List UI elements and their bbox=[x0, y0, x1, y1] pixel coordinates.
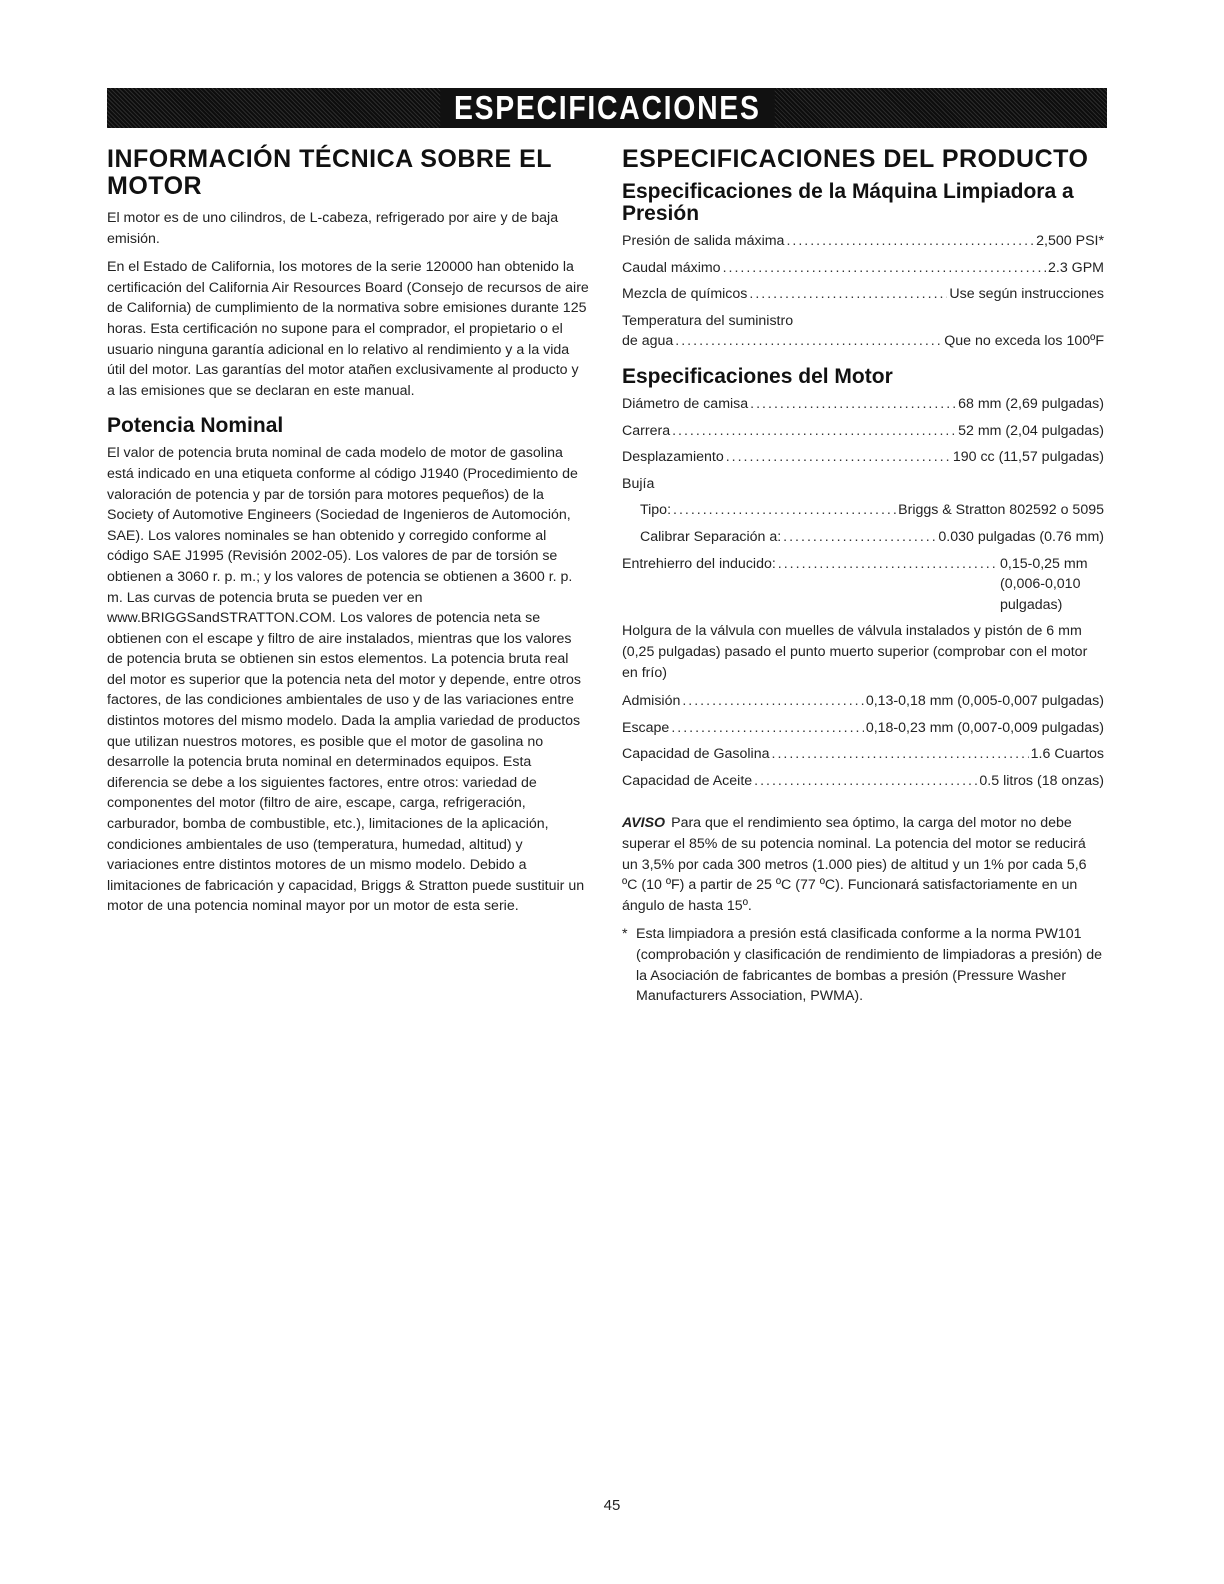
spec-label: Escape bbox=[622, 719, 670, 736]
potencia-nominal-heading: Potencia Nominal bbox=[107, 414, 284, 438]
spec-label: Tipo: bbox=[640, 502, 672, 519]
footnote bbox=[622, 924, 1104, 1006]
aviso-label: AVISO bbox=[622, 815, 666, 832]
spec-label: Entrehierro del inducido: bbox=[622, 555, 776, 572]
spec-value: 2,500 PSI* bbox=[1036, 233, 1104, 249]
machine-specs-heading: Especificaciones de la Máquina Limpiadora a Presión bbox=[622, 180, 1074, 225]
dot-leader bbox=[673, 500, 896, 521]
dot-leader bbox=[672, 421, 956, 442]
spec-label: Carrera bbox=[622, 422, 671, 439]
banner-title: ESPECIFICACIONES bbox=[440, 88, 774, 128]
temp-label-line1: Temperatura del suministro bbox=[622, 312, 794, 329]
spec-label: Capacidad de Gasolina bbox=[622, 746, 770, 763]
spec-row bbox=[622, 258, 1104, 279]
spec-label: Admisión bbox=[622, 693, 681, 710]
footnote-mark: * bbox=[622, 926, 628, 943]
potencia-nominal-paragraph: El valor de potencia bruta nominal de cada modelo de motor de gasolina está indicado en una etiqueta conforme al código J1940 (Procedimiento de valoración de potencia y par de torsión para motores pequeños) de la Society of Automotive Engineers (Sociedad de Ingenieros de Automoción, SAE). Los valores nominales se han obtenido y corregido conforme al código SAE J1995 (Revisión 2002-05). Los valores de par de torsión se obtienen a 3060 r. p. m.; y los valores de potencia se obtienen a 3600 r. p. m. Las curvas de potencia bruta se pueden ver en www.BRIGGSandSTRATTON.COM. Los valores de potencia neta se obtienen con el escape y filtro de aire instalados, mientras que los valores de potencia bruta se obtienen sin estos elementos. La potencia bruta real del motor es superior que la potencia neta del motor y depende, entre otros factores, de las condiciones ambientales de uso y de las variaciones entre distintos motores del mismo modelo. Dada la amplia variedad de productos que utilizan nuestros motores, es posible que el motor de gasolina no desarrolle la potencia bruta nominal en determinados equipos. Esta diferencia se debe a los siguientes factores, entre otros: variedad de componentes del motor (filtro de aire, escape, carga, refrigeración, carburador, bomba de combustible, etc.), limitaciones de la aplicación, condiciones ambientales de uso (temperatura, humedad, altitud) y variaciones entre distintos motores de un mismo modelo. Debido a limitaciones de fabricación y capacidad, Briggs & Stratton puede sustituir un motor de una potencia nominal mayor por un motor de esta serie. bbox=[107, 445, 585, 915]
spec-value: 0,13-0,18 mm (0,005-0,007 pulgadas) bbox=[865, 693, 1104, 710]
spec-value: 0,18-0,23 mm (0,007-0,009 pulgadas) bbox=[865, 719, 1104, 736]
spec-value: 0.5 litros (18 onzas) bbox=[979, 772, 1104, 789]
spec-row bbox=[622, 421, 1104, 442]
dot-leader bbox=[772, 744, 1029, 765]
dot-leader bbox=[682, 691, 863, 712]
dot-leader bbox=[778, 554, 998, 575]
spec-row bbox=[622, 718, 1104, 739]
spec-value: 0.030 pulgadas (0.76 mm) bbox=[938, 528, 1104, 545]
spec-row bbox=[622, 691, 1104, 712]
spec-row bbox=[622, 394, 1104, 415]
dot-leader bbox=[786, 231, 1034, 252]
left-column bbox=[107, 146, 589, 925]
aviso-text: Para que el rendimiento sea óptimo, la carga del motor no debe superar el 85% de su potencia nominal. La potencia del motor se reducirá un 3,5% por cada 300 metros (1.000 pies) de altitud y un 1% por cada 5,6 ºC (10 ºF) a partir de 25 ºC (77 ºC). Funcionará satisfactoriamente en un ángulo de hasta 15º. bbox=[622, 815, 1087, 914]
dot-leader bbox=[749, 284, 947, 305]
spec-row bbox=[622, 771, 1104, 792]
dot-leader bbox=[754, 771, 977, 792]
spec-label: Presión de salida máxima bbox=[622, 233, 785, 249]
spec-value: 0,15-0,25 mm (0,006-0,010 pulgadas) bbox=[1000, 555, 1088, 613]
spec-value: Briggs & Stratton 802592 o 5095 bbox=[898, 502, 1104, 519]
dot-leader bbox=[726, 447, 951, 468]
engine-intro-paragraph: El motor es de uno cilindros, de L-cabeza, refrigerado por aire y de baja emisión. bbox=[107, 210, 559, 247]
spec-value: 2.3 GPM bbox=[1048, 259, 1104, 276]
dot-leader bbox=[671, 718, 863, 739]
spec-row bbox=[622, 284, 1104, 305]
spec-value: Use según instrucciones bbox=[949, 286, 1104, 303]
spec-row bbox=[622, 331, 1104, 352]
spec-row bbox=[622, 231, 1104, 252]
spec-row bbox=[622, 744, 1104, 765]
spec-value: 1.6 Cuartos bbox=[1030, 746, 1104, 763]
california-certification-paragraph: En el Estado de California, los motores de la serie 120000 han obtenido la certificación del California Air Resources Board (Consejo de recursos de aire de California) de cumplimiento de la normativa sobre emisiones durante 125 horas. Esta certificación no supone para el comprador, el propietario o el usuario ninguna garantía adicional en lo relativo al rendimiento y a la vida útil del motor. Las garantías del motor atañen exclusivamente al producto y a las emisiones que se declaran en este manual. bbox=[107, 259, 589, 399]
dot-leader bbox=[675, 331, 942, 352]
spec-label: Desplazamiento bbox=[622, 449, 724, 466]
engine-info-heading: INFORMACIÓN TÉCNICA SOBRE EL MOTOR bbox=[107, 145, 552, 200]
spec-label: Mezcla de químicos bbox=[622, 286, 748, 303]
spec-row bbox=[622, 500, 1104, 521]
spec-value: Que no exceda los 100ºF bbox=[944, 333, 1104, 350]
spec-label: de agua bbox=[622, 333, 674, 350]
holgura-paragraph: Holgura de la válvula con muelles de válvula instalados y pistón de 6 mm (0,25 pulgadas) pasado el punto muerto superior (comprobar con el motor en frío) bbox=[622, 623, 1088, 681]
product-specs-heading: ESPECIFICACIONES DEL PRODUCTO bbox=[622, 145, 1089, 173]
dot-leader bbox=[783, 527, 936, 548]
footnote-text: Esta limpiadora a presión está clasificada conforme a la norma PW101 (comprobación y clasificación de rendimiento de limpiadoras a presión) de la Asociación de fabricantes de bombas a presión (Pressure Washer Manufacturers Association, PWMA). bbox=[636, 926, 1103, 1005]
spec-label: Caudal máximo bbox=[622, 259, 721, 276]
motor-specs-heading: Especificaciones del Motor bbox=[622, 364, 893, 388]
spec-row bbox=[622, 527, 1104, 548]
spec-row bbox=[622, 554, 1104, 616]
aviso-note bbox=[622, 813, 1104, 916]
spec-label: Capacidad de Aceite bbox=[622, 772, 753, 789]
page-number: 45 bbox=[603, 1497, 621, 1514]
spec-value: 52 mm (2,04 pulgadas) bbox=[958, 422, 1104, 439]
spec-row bbox=[622, 447, 1104, 468]
spec-value: 68 mm (2,69 pulgadas) bbox=[958, 395, 1104, 412]
section-banner bbox=[107, 88, 1107, 128]
spec-label: Diámetro de camisa bbox=[622, 395, 749, 412]
spec-value: 190 cc (11,57 pulgadas) bbox=[952, 449, 1104, 466]
dot-leader bbox=[723, 258, 1046, 279]
dot-leader bbox=[750, 394, 956, 415]
spec-label: Calibrar Separación a: bbox=[640, 528, 782, 545]
right-column bbox=[622, 146, 1104, 1007]
bujia-label: Bujía bbox=[622, 475, 655, 492]
